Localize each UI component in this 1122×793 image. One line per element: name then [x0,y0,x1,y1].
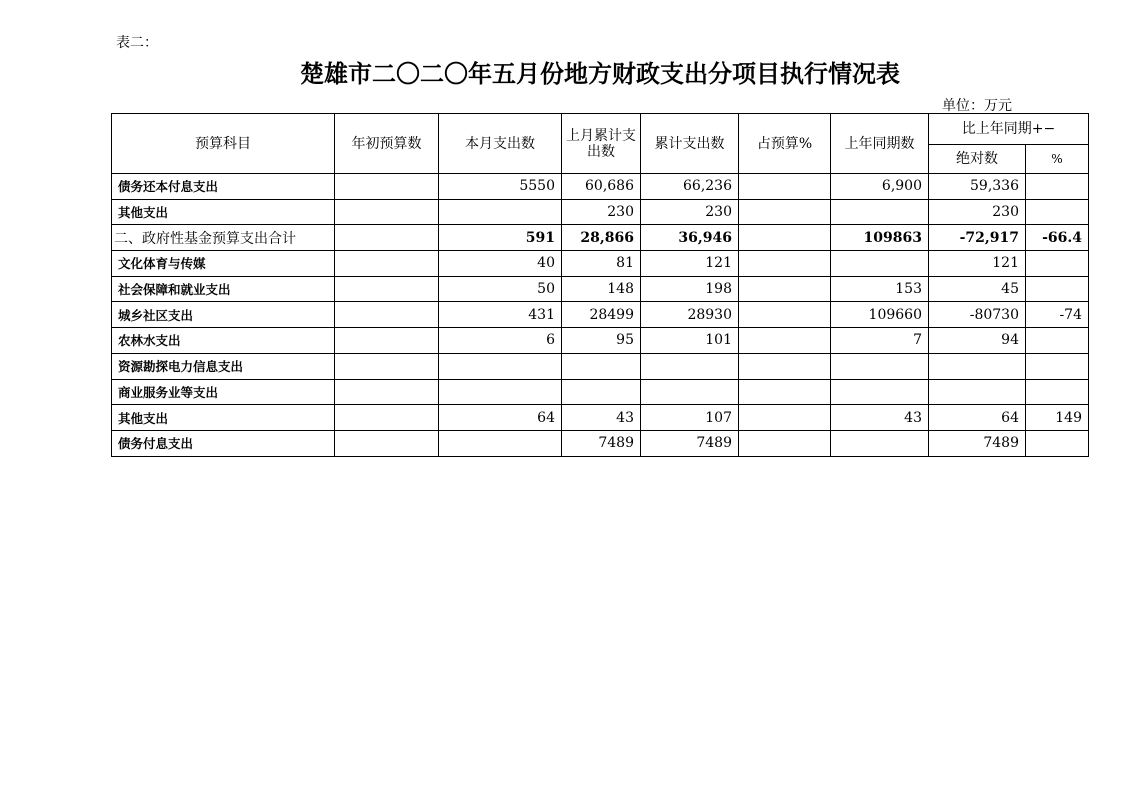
cell-abs: 121 [929,251,1026,277]
header-annual-budget: 年初预算数 [335,114,439,174]
cell-budget-pct [739,405,831,431]
header-compare-group: 比上年同期+− [929,114,1089,145]
cell-pct [1026,379,1089,405]
cell-budget-pct [739,379,831,405]
cell-prev [562,379,641,405]
header-subject: 预算科目 [112,114,335,174]
cell-budget-pct [739,353,831,379]
cell-month: 50 [439,276,562,302]
cell-cum: 7489 [641,430,739,456]
cell-annual [335,353,439,379]
cell-last-year: 43 [831,405,929,431]
cell-prev: 148 [562,276,641,302]
cell-prev: 81 [562,251,641,277]
table-row [112,405,1089,431]
cell-pct [1026,328,1089,354]
table-row [112,251,1089,277]
cell-pct [1026,199,1089,225]
cell-pct [1026,430,1089,456]
cell-budget-pct [739,174,831,200]
cell-abs: 64 [929,405,1026,431]
cell-cum: 28930 [641,302,739,328]
cell-pct: -74 [1026,302,1089,328]
cell-annual [335,251,439,277]
cell-month: 5550 [439,174,562,200]
table-row [112,328,1089,354]
row-name: 债务付息支出 [112,430,335,456]
cell-last-year [831,199,929,225]
table-row [112,353,1089,379]
cell-last-year [831,251,929,277]
table-row-total [112,225,1089,251]
row-name: 社会保障和就业支出 [112,276,335,302]
table-row [112,430,1089,456]
row-name: 资源勘探电力信息支出 [112,353,335,379]
cell-annual [335,276,439,302]
cell-budget-pct [739,251,831,277]
expenditure-table [111,113,1089,457]
row-name: 其他支出 [112,199,335,225]
cell-abs [929,379,1026,405]
cell-prev: 60,686 [562,174,641,200]
header-budget-pct: 占预算% [739,114,831,174]
cell-abs: 7489 [929,430,1026,456]
cell-last-year: 6,900 [831,174,929,200]
cell-month [439,199,562,225]
page-title: 楚雄市二〇二〇年五月份地方财政支出分项目执行情况表 [300,59,900,88]
table-row [112,174,1089,200]
row-name: 其他支出 [112,405,335,431]
row-name: 农林水支出 [112,328,335,354]
row-name: 商业服务业等支出 [112,379,335,405]
cell-prev [562,353,641,379]
row-name: 城乡社区支出 [112,302,335,328]
cell-pct [1026,276,1089,302]
cell-last-year [831,379,929,405]
cell-budget-pct [739,199,831,225]
cell-prev: 28,866 [562,225,641,251]
cell-last-year: 153 [831,276,929,302]
cell-pct [1026,174,1089,200]
cell-annual [335,174,439,200]
cell-budget-pct [739,302,831,328]
header-cumulative: 累计支出数 [641,114,739,174]
row-name: 债务还本付息支出 [112,174,335,200]
cell-cum: 230 [641,199,739,225]
header-percent: % [1026,145,1089,174]
cell-month: 6 [439,328,562,354]
cell-month: 40 [439,251,562,277]
table-row [112,199,1089,225]
cell-last-year: 109660 [831,302,929,328]
cell-pct: -66.4 [1026,225,1089,251]
row-name: 文化体育与传媒 [112,251,335,277]
table-row [112,302,1089,328]
cell-prev: 28499 [562,302,641,328]
cell-cum: 36,946 [641,225,739,251]
cell-annual [335,430,439,456]
cell-month: 591 [439,225,562,251]
cell-abs [929,353,1026,379]
cell-annual [335,199,439,225]
cell-cum [641,379,739,405]
cell-last-year: 7 [831,328,929,354]
cell-budget-pct [739,328,831,354]
cell-cum: 101 [641,328,739,354]
cell-cum: 121 [641,251,739,277]
header-month-spend: 本月支出数 [439,114,562,174]
cell-prev: 7489 [562,430,641,456]
header-last-year-same: 上年同期数 [831,114,929,174]
cell-abs: 94 [929,328,1026,354]
cell-prev: 95 [562,328,641,354]
cell-annual [335,405,439,431]
cell-pct [1026,353,1089,379]
cell-prev: 43 [562,405,641,431]
table-label: 表二： [116,35,158,51]
cell-last-year: 109863 [831,225,929,251]
cell-abs: 230 [929,199,1026,225]
table-row [112,379,1089,405]
cell-budget-pct [739,430,831,456]
cell-last-year [831,430,929,456]
row-name: 二、政府性基金预算支出合计 [112,225,335,251]
cell-abs: 59,336 [929,174,1026,200]
header-absolute: 绝对数 [929,145,1026,174]
cell-abs: 45 [929,276,1026,302]
cell-annual [335,302,439,328]
cell-pct [1026,251,1089,277]
cell-cum [641,353,739,379]
cell-prev: 230 [562,199,641,225]
cell-budget-pct [739,276,831,302]
cell-last-year [831,353,929,379]
cell-annual [335,379,439,405]
unit-label: 单位：万元 [942,98,1012,114]
cell-annual [335,225,439,251]
cell-month [439,379,562,405]
table-row [112,276,1089,302]
cell-annual [335,328,439,354]
cell-month: 431 [439,302,562,328]
cell-pct: 149 [1026,405,1089,431]
cell-month [439,353,562,379]
header-prev-cumulative: 上月累计支出数 [562,114,641,174]
cell-month [439,430,562,456]
cell-budget-pct [739,225,831,251]
cell-month: 64 [439,405,562,431]
cell-cum: 66,236 [641,174,739,200]
cell-abs: -80730 [929,302,1026,328]
cell-cum: 107 [641,405,739,431]
cell-cum: 198 [641,276,739,302]
cell-abs: -72,917 [929,225,1026,251]
